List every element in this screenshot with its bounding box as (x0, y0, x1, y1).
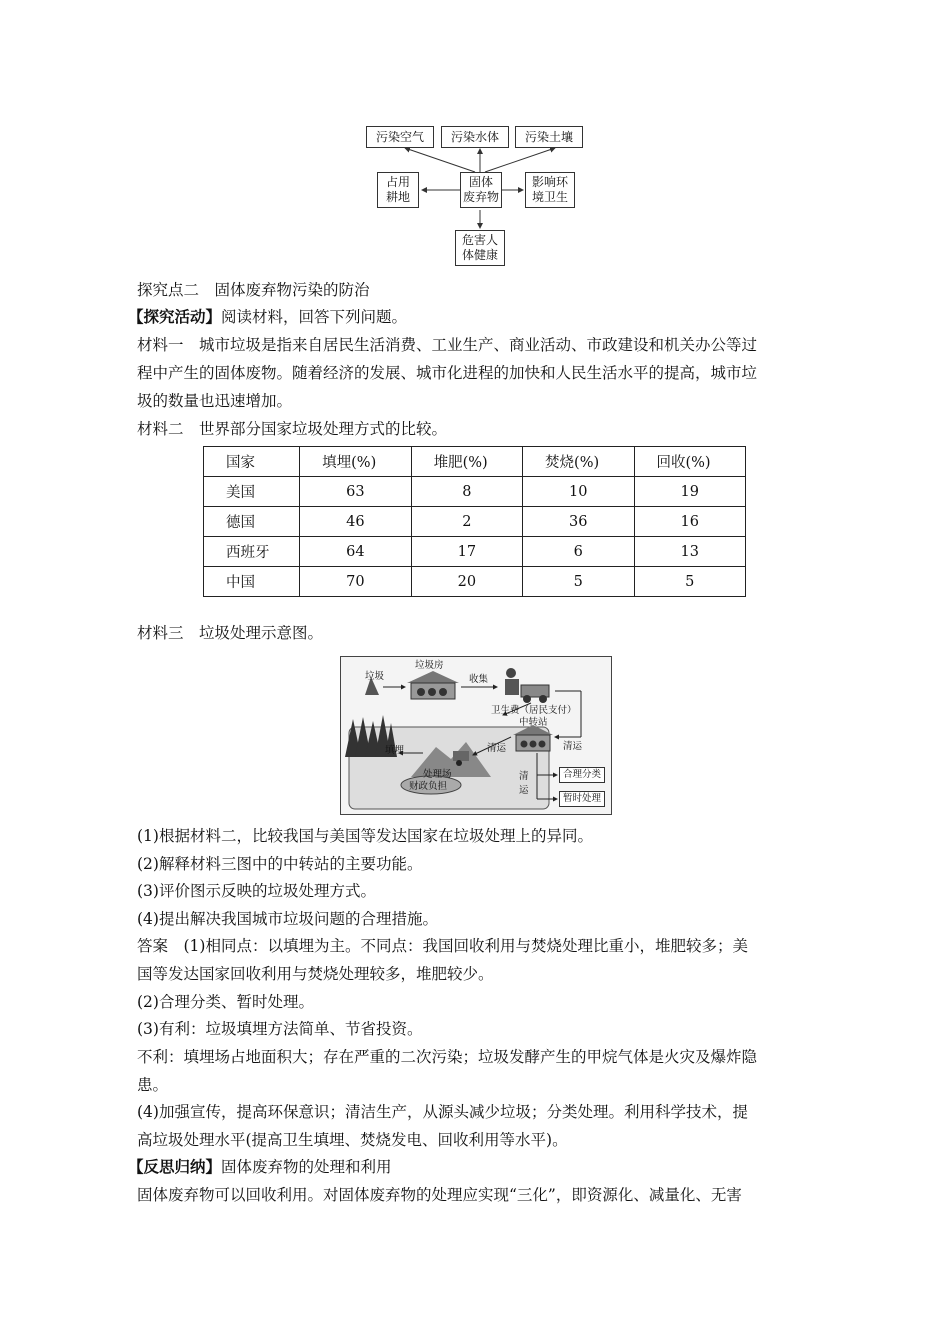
table-cell: 13 (634, 537, 746, 567)
table-cell: 20 (411, 567, 522, 597)
material2-caption: 材料二 世界部分国家垃圾处理方式的比较。 (137, 420, 448, 438)
box-temp: 暂时处理 (559, 791, 605, 807)
box-environment: 影响环 境卫生 (525, 172, 575, 208)
label-collect: 收集 (469, 674, 489, 685)
table-cell: 10 (523, 477, 634, 507)
table-cell: 德国 (204, 507, 300, 537)
activity-tag: 【探究活动】 (128, 308, 222, 326)
table-cell: 70 (300, 567, 411, 597)
answer-line-7: (4)加强宣传，提高环保意识；清洁生产，从源头减少垃圾；分类处理。利用科学技术，提 (137, 1103, 748, 1121)
table-cell: 63 (300, 477, 411, 507)
material1-line2: 程中产生的固体废物。随着经济的发展、城市化进程的加快和人民生活水平的提高，城市垃 (137, 364, 758, 382)
header-country: 国家 (204, 447, 300, 477)
label-garbage: 垃圾 (365, 671, 385, 682)
table-cell: 5 (634, 567, 746, 597)
table-cell: 17 (411, 537, 522, 567)
section-title: 探究点二 固体废弃物污染的防治 (137, 281, 370, 299)
header-incinerate: 焚烧(%) (523, 447, 634, 477)
table-cell: 美国 (204, 477, 300, 507)
table-cell: 2 (411, 507, 522, 537)
box-soil: 污染土壤 (515, 126, 583, 148)
answer-line-2: 国等发达国家回收利用与焚烧处理较多，堆肥较少。 (137, 965, 494, 983)
table-row (204, 567, 746, 597)
label-finance: 财政负担 (409, 781, 448, 792)
material1-line3: 圾的数量也迅速增加。 (137, 392, 293, 410)
table-cell: 36 (523, 507, 634, 537)
header-recycle: 回收(%) (634, 447, 746, 477)
material3-caption: 材料三 垃圾处理示意图。 (137, 624, 324, 642)
answer-line-8: 高垃圾处理水平(提高卫生填埋、焚烧发电、回收利用等水平)。 (137, 1131, 568, 1149)
header-compost: 堆肥(%) (411, 447, 522, 477)
table-row (204, 537, 746, 567)
header-landfill: 填埋(%) (300, 447, 411, 477)
table-cell: 西班牙 (204, 537, 300, 567)
label-garbage-room: 垃圾房 (415, 660, 444, 671)
label-clear-v2: 运 (519, 785, 529, 796)
table-cell: 16 (634, 507, 746, 537)
question-2: (2)解释材料三图中的中转站的主要功能。 (137, 855, 423, 873)
garbage-process-diagram (340, 656, 612, 815)
table-header-row (204, 447, 746, 477)
label-clear-left: 清运 (487, 743, 507, 754)
activity-text: 阅读材料，回答下列问题。 (221, 308, 408, 326)
answer-line-1: 答案 (1)相同点：以填埋为主。不同点：我国回收利用与焚烧处理比重小，堆肥较多；美 (137, 937, 748, 955)
box-solid-waste: 固体 废弃物 (460, 172, 502, 208)
answer-line-3: (2)合理分类、暂时处理。 (137, 993, 314, 1011)
activity-line (128, 306, 808, 328)
reflection-line (128, 1156, 808, 1178)
label-plant: 处理场 (423, 769, 452, 780)
label-clear-v1: 清 (519, 771, 529, 782)
table-cell: 8 (411, 477, 522, 507)
table-cell: 5 (523, 567, 634, 597)
answer-line-4: (3)有利：垃圾填埋方法简单、节省投资。 (137, 1020, 423, 1038)
table-cell: 19 (634, 477, 746, 507)
answer-line-5: 不利：填埋场占地面积大；存在严重的二次污染；垃圾发酵产生的甲烷气体是火灾及爆炸隐 (137, 1048, 758, 1066)
question-4: (4)提出解决我国城市垃圾问题的合理措施。 (137, 910, 438, 928)
box-farmland: 占用 耕地 (377, 172, 419, 208)
box-sort: 合理分类 (559, 767, 605, 783)
label-transfer-station: 中转站 (519, 717, 548, 728)
table-row (204, 477, 746, 507)
table-cell: 中国 (204, 567, 300, 597)
box-air: 污染空气 (366, 126, 434, 148)
box-water: 污染水体 (441, 126, 509, 148)
reflection-text: 固体废弃物的处理和利用 (221, 1158, 392, 1176)
table-row (204, 507, 746, 537)
answer-line-6: 患。 (137, 1076, 169, 1094)
label-fee: 卫生费（居民支付） (491, 705, 577, 716)
comparison-table (203, 446, 746, 597)
label-landfill: 填埋 (385, 745, 405, 756)
material1-line1: 材料一 城市垃圾是指来自居民生活消费、工业生产、商业活动、市政建设和机关办公等过 (137, 336, 758, 354)
question-1: (1)根据材料二，比较我国与美国等发达国家在垃圾处理上的异同。 (137, 827, 593, 845)
table-cell: 46 (300, 507, 411, 537)
reflection-tag: 【反思归纳】 (128, 1158, 222, 1176)
last-line: 固体废弃物可以回收利用。对固体废弃物的处理应实现“三化”，即资源化、减量化、无害 (137, 1186, 742, 1204)
table-cell: 64 (300, 537, 411, 567)
question-3: (3)评价图示反映的垃圾处理方式。 (137, 882, 376, 900)
table-cell: 6 (523, 537, 634, 567)
label-clear-right: 清运 (563, 741, 583, 752)
box-health: 危害人 体健康 (455, 230, 505, 266)
